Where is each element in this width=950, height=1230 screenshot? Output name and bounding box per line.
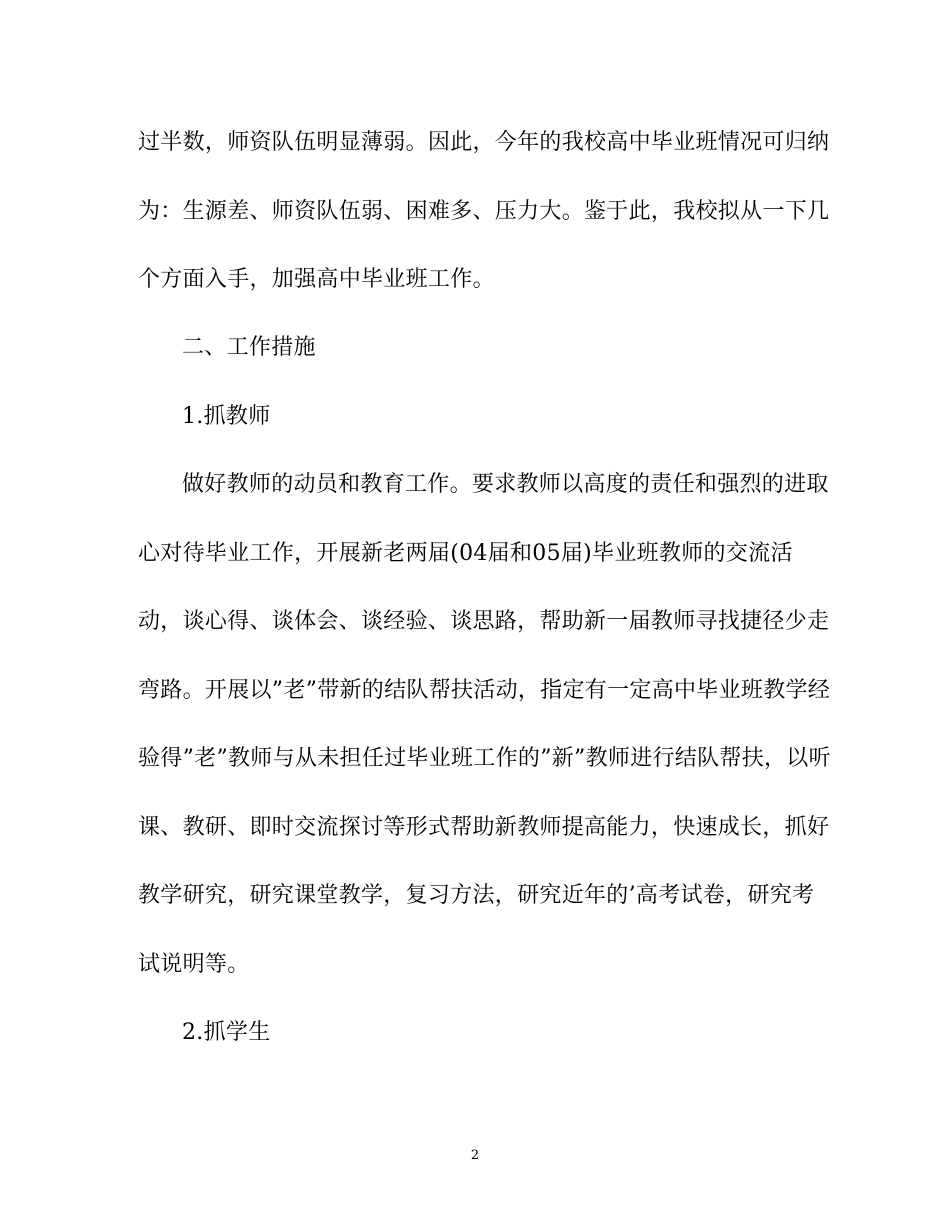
body-text-line: 验得”老”教师与从未担任过毕业班工作的”新”教师进行结队帮扶，以听: [138, 746, 831, 771]
body-text-line: 课、教研、即时交流探讨等形式帮助新教师提高能力，快速成长，抓好: [138, 815, 830, 840]
body-text-line: 弯路。开展以”老”带新的结队帮扶活动，指定有一定高中毕业班教学经: [138, 678, 831, 703]
subsection-heading: 2.抓学生: [182, 1020, 271, 1045]
body-text-line: 为：生源差、师资队伍弱、困难多、压力大。鉴于此，我校拟从一下几: [138, 199, 830, 224]
body-text-line: 试说明等。: [138, 952, 250, 977]
body-text-line: 心对待毕业工作，开展新老两届(04届和05届)毕业班教师的交流活: [138, 541, 793, 566]
section-heading: 二、工作措施: [182, 335, 316, 360]
body-text-line: 个方面入手，加强高中毕业班工作。: [138, 267, 495, 292]
body-text-line: 教学研究，研究课堂教学，复习方法，研究近年的’高考试卷，研究考: [138, 883, 815, 908]
body-text-line: 动，谈心得、谈体会、谈经验、谈思路，帮助新一届教师寻找捷径少走: [138, 609, 830, 634]
body-text-line: 做好教师的动员和教育工作。要求教师以高度的责任和强烈的进取: [182, 472, 829, 497]
body-text-line: 过半数，师资队伍明显薄弱。因此，今年的我校高中毕业班情况可归纳: [138, 130, 830, 155]
subsection-heading: 1.抓教师: [182, 404, 271, 429]
page-number: 2: [470, 1148, 480, 1163]
